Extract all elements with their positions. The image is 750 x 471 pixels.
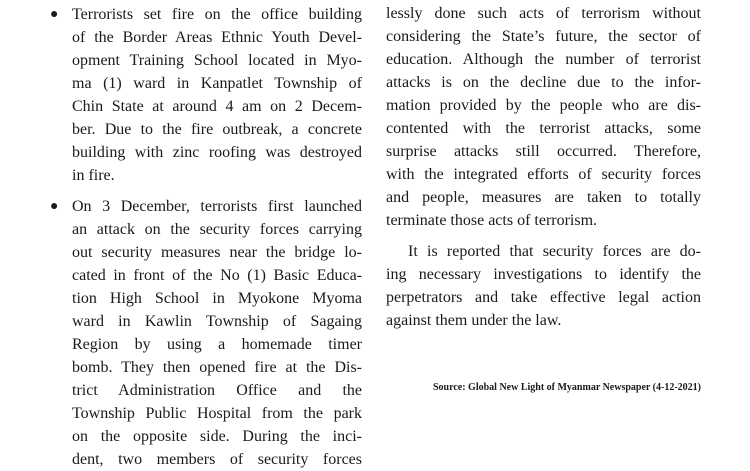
text-line: with the integrated efforts of security forces xyxy=(386,166,701,183)
text-line: Region by using a homemade timer xyxy=(72,336,362,353)
list-gap xyxy=(48,187,362,195)
text-line: ing necessary investigations to identify the xyxy=(386,266,701,283)
text-line: contented with the terrorist attacks, some xyxy=(386,120,701,137)
bullet-item-attack xyxy=(48,195,362,471)
source-citation: Source: Global New Light of Myanmar Newspaper (4-12-2021) xyxy=(432,382,701,393)
text-line: Chin State at around 4 am on 2 Decem- xyxy=(72,98,362,115)
text-line: ward in Kawlin Township of Sagaing xyxy=(72,313,362,330)
text-line: On 3 December, terrorists first launched xyxy=(72,198,362,215)
text-line: mation provided by the people who are dis- xyxy=(386,97,701,114)
paragraph-gap xyxy=(386,232,701,240)
text-line: surprise attacks still occurred. Therefore, xyxy=(386,143,701,160)
paragraph xyxy=(386,240,701,332)
text-line: dent, two members of security forces xyxy=(72,451,362,468)
text-line: out security measures near the bridge lo- xyxy=(72,244,362,261)
text-line: perpetrators and take effective legal action xyxy=(386,289,701,306)
text-line: building with zinc roofing was destroyed xyxy=(72,144,362,161)
bullet-list xyxy=(48,0,362,471)
text-line: attacks is on the decline due to the infor- xyxy=(386,74,701,91)
text-line: It is reported that security forces are do- xyxy=(408,243,701,260)
text-line: Township Public Hospital from the park xyxy=(72,405,362,422)
text-line: terminate those acts of terrorism. xyxy=(386,212,598,229)
text-line: ma (1) ward in Kanpatlet Township of xyxy=(72,75,362,92)
paragraph xyxy=(386,0,701,232)
text-line: Terrorists set fire on the office building xyxy=(72,6,362,23)
text-line: and people, measures are taken to totally xyxy=(386,189,701,206)
text-line: lessly done such acts of terrorism without xyxy=(386,5,701,22)
text-line: bomb. They then opened fire at the Dis- xyxy=(72,359,362,376)
text-line: tion High School in Myokone Myoma xyxy=(72,290,362,307)
text-line: cated in front of the No (1) Basic Educa- xyxy=(72,267,362,284)
text-line: in fire. xyxy=(72,167,115,184)
bullet-dot-icon: ● xyxy=(50,199,59,214)
text-line: on the opposite side. During the inci- xyxy=(72,428,362,445)
text-line: against them under the law. xyxy=(386,312,562,329)
text-line: education. Although the number of terrorist xyxy=(386,51,701,68)
left-column xyxy=(48,0,362,471)
bullet-dot-icon: ● xyxy=(50,7,59,22)
right-column xyxy=(386,0,701,332)
text-line: considering the State’s future, the sector of xyxy=(386,28,701,45)
text-line: opment Training School located in Myo- xyxy=(72,52,362,69)
text-line: ber. Due to the fire outbreak, a concrete xyxy=(72,121,362,138)
text-line: of the Border Areas Ethnic Youth Devel- xyxy=(72,29,362,46)
text-line: an attack on the security forces carrying xyxy=(72,221,362,238)
bullet-item-fire xyxy=(48,3,362,187)
text-line: trict Administration Office and the xyxy=(72,382,362,399)
